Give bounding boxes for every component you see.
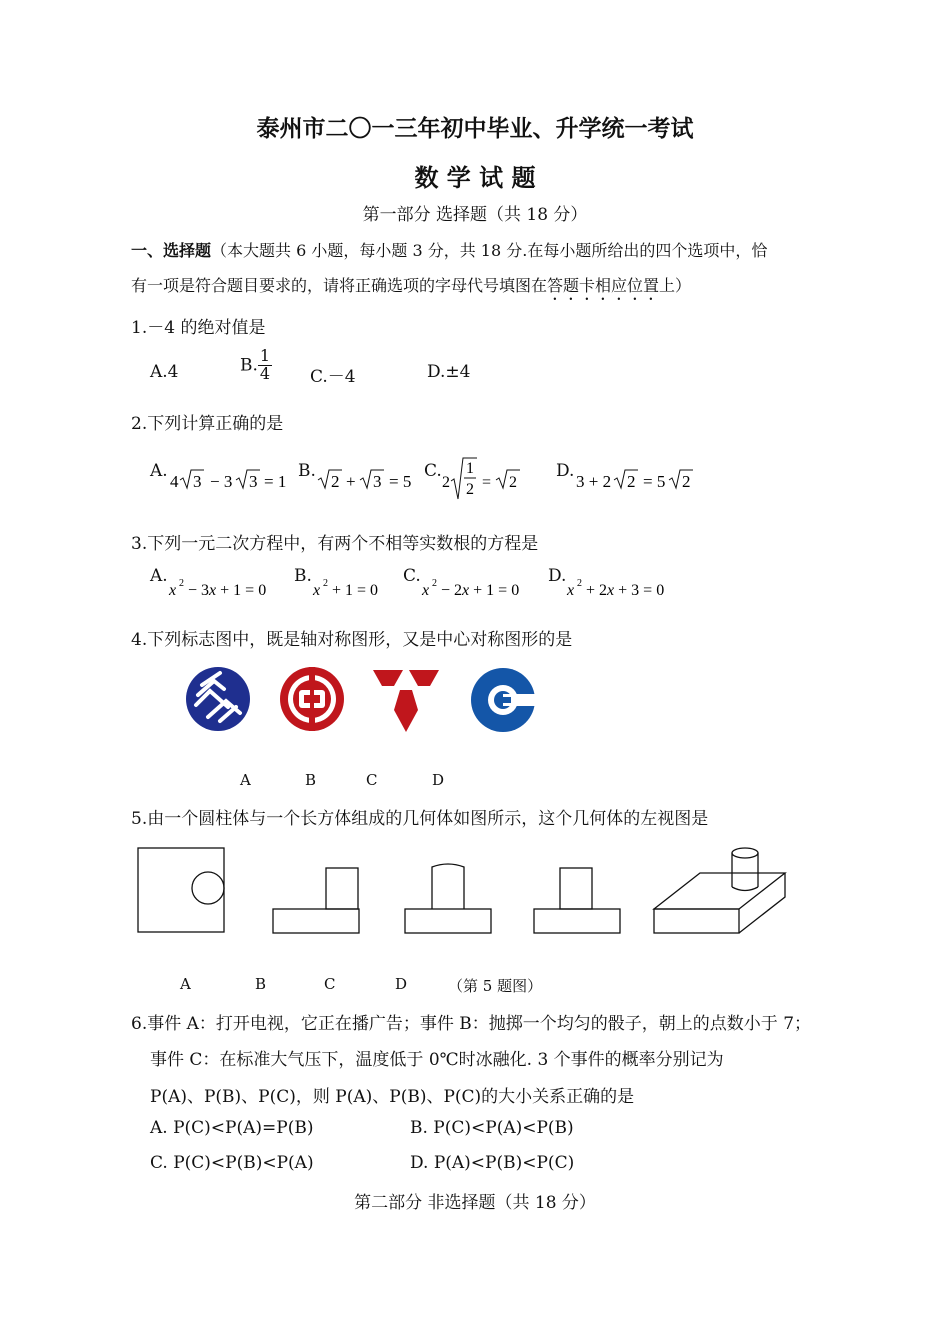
svg-text:x: x [567, 582, 575, 599]
view-d-figure [534, 868, 620, 933]
svg-text:4: 4 [170, 472, 179, 491]
section1-intro-2 [131, 273, 691, 304]
svg-text:3: 3 [193, 472, 202, 491]
fraction-denominator: 4 [259, 363, 271, 383]
svg-text:− 2x + 1 = 0: − 2x + 1 = 0 [441, 582, 520, 599]
q2-formula-a [170, 470, 286, 491]
q6-option-b: B. P(C)<P(A)<P(B) [410, 1118, 574, 1138]
q3-formulas [166, 570, 706, 604]
svg-text:2: 2 [466, 481, 474, 498]
svg-text:− 3: − 3 [210, 472, 233, 491]
q1-option-d: D.±4 [427, 362, 471, 382]
q2-formula-b [318, 470, 411, 491]
q3-formula-c [421, 578, 519, 599]
svg-text:2: 2 [179, 578, 184, 589]
svg-text:+ 2x + 3 = 0: + 2x + 3 = 0 [586, 582, 665, 599]
q3-label-a: A. [150, 566, 168, 586]
q1-stem: 1.－4 的绝对值是 [131, 318, 266, 338]
q5-label-c: C [324, 975, 336, 993]
q3-formula-a [168, 578, 266, 599]
q1-option-a: A.4 [150, 362, 179, 382]
q6-option-c: C. P(C)<P(B)<P(A) [150, 1153, 314, 1173]
q6-line3: P(A)、P(B)、P(C)，则 P(A)、P(B)、P(C)的大小关系正确的是 [150, 1087, 635, 1107]
exam-title: 泰州市二〇一三年初中毕业、升学统一考试 [256, 116, 694, 142]
svg-text:+: + [346, 472, 356, 491]
q2-stem: 2.下列计算正确的是 [131, 414, 284, 434]
q5-figures [130, 835, 800, 945]
solid-figure [654, 848, 785, 933]
q6-line1: 6.事件 A：打开电视，它正在播广告；事件 B：抛掷一个均匀的骰子，朝上的点数小于 7； [131, 1014, 812, 1034]
q2-label-a: A. [150, 461, 168, 481]
view-c-figure [405, 864, 491, 933]
q3-stem: 3.下列一元二次方程中，有两个不相等实数根的方程是 [131, 534, 539, 554]
q3-label-c: C. [403, 566, 421, 586]
svg-text:x: x [422, 582, 430, 599]
q6-option-a: A. P(C)<P(A)=P(B) [150, 1118, 314, 1138]
svg-text:2: 2 [682, 472, 691, 491]
svg-text:2: 2 [323, 578, 328, 589]
view-a-figure [138, 848, 224, 932]
china-mobile-logo-icon [186, 667, 250, 731]
section1-intro [131, 238, 767, 261]
q5-caption: （第 5 题图） [448, 977, 543, 995]
svg-text:− 3x + 1 = 0: − 3x + 1 = 0 [188, 582, 267, 599]
mitsubishi-logo-icon [373, 670, 439, 732]
part1-heading: 第一部分 选择题（共 18 分） [362, 205, 588, 225]
q4-label-c: C [366, 771, 378, 789]
svg-text:2: 2 [509, 474, 517, 491]
q3-formula-d [566, 578, 664, 599]
svg-text:3: 3 [249, 472, 258, 491]
q5-stem: 5.由一个圆柱体与一个长方体组成的几何体如图所示，这个几何体的左视图是 [131, 809, 709, 829]
section1-intro-line2b: 上） [659, 276, 692, 295]
section1-intro-line2a: 有一项是符合题目要求的，请将正确选项的字母代号填图在 [131, 276, 548, 295]
svg-text:3: 3 [373, 472, 382, 491]
ccb-logo-icon [471, 668, 539, 732]
svg-text:2: 2 [627, 472, 636, 491]
section1-label: 一、选择题 [131, 241, 212, 260]
svg-text:= 1: = 1 [264, 472, 287, 491]
bank-of-china-logo-icon [280, 667, 344, 731]
svg-text:1: 1 [466, 460, 474, 477]
q6-line2: 事件 C：在标准大气压下，温度低于 0℃时冰融化. 3 个事件的概率分别记为 [150, 1050, 724, 1070]
svg-text:+ 1 = 0: + 1 = 0 [332, 582, 379, 599]
emphasis-text: 答题卡相应位置 [547, 276, 660, 295]
svg-text:= 5: = 5 [389, 472, 412, 491]
q3-label-b: B. [294, 566, 312, 586]
q3-label-d: D. [548, 566, 567, 586]
q2-formulas [166, 455, 726, 505]
svg-text:x: x [169, 582, 177, 599]
subject-title: 数 学 试 题 [414, 164, 536, 192]
q4-label-b: B [305, 771, 317, 789]
q2-label-d: D. [556, 461, 575, 481]
section1-intro-line1: （本大题共 6 小题，每小题 3 分，共 18 分.在每小题所给出的四个选项中，恰 [211, 241, 768, 260]
q4-label-d: D [432, 771, 445, 789]
q4-label-a: A [240, 771, 251, 789]
fraction-numerator: 1 [259, 346, 271, 365]
q3-formula-b [312, 578, 378, 599]
svg-text:2: 2 [577, 578, 582, 589]
svg-text:x: x [313, 582, 321, 599]
view-b-figure [273, 868, 359, 933]
q5-label-b: B [255, 975, 267, 993]
q5-label-a: A [180, 975, 191, 993]
q4-stem: 4.下列标志图中，既是轴对称图形，又是中心对称图形的是 [131, 630, 573, 650]
q2-formula-c [442, 458, 520, 499]
q2-formula-d [576, 470, 693, 491]
svg-text:3 + 2: 3 + 2 [576, 472, 612, 491]
svg-text:2: 2 [331, 472, 340, 491]
q4-logos [180, 660, 550, 742]
q2-label-c: C. [424, 461, 442, 481]
q1-option-c: C.－4 [310, 367, 356, 387]
svg-text:2: 2 [432, 578, 437, 589]
svg-text:= 5: = 5 [643, 472, 666, 491]
q2-label-b: B. [298, 461, 316, 481]
q1-option-b-label: B. [240, 355, 258, 376]
q5-label-d: D [395, 975, 408, 993]
svg-text:2: 2 [442, 474, 450, 491]
part2-heading: 第二部分 非选择题（共 18 分） [354, 1193, 596, 1213]
q1-option-b [240, 348, 272, 383]
svg-text:=: = [482, 474, 492, 491]
q6-option-d: D. P(A)<P(B)<P(C) [410, 1153, 575, 1173]
